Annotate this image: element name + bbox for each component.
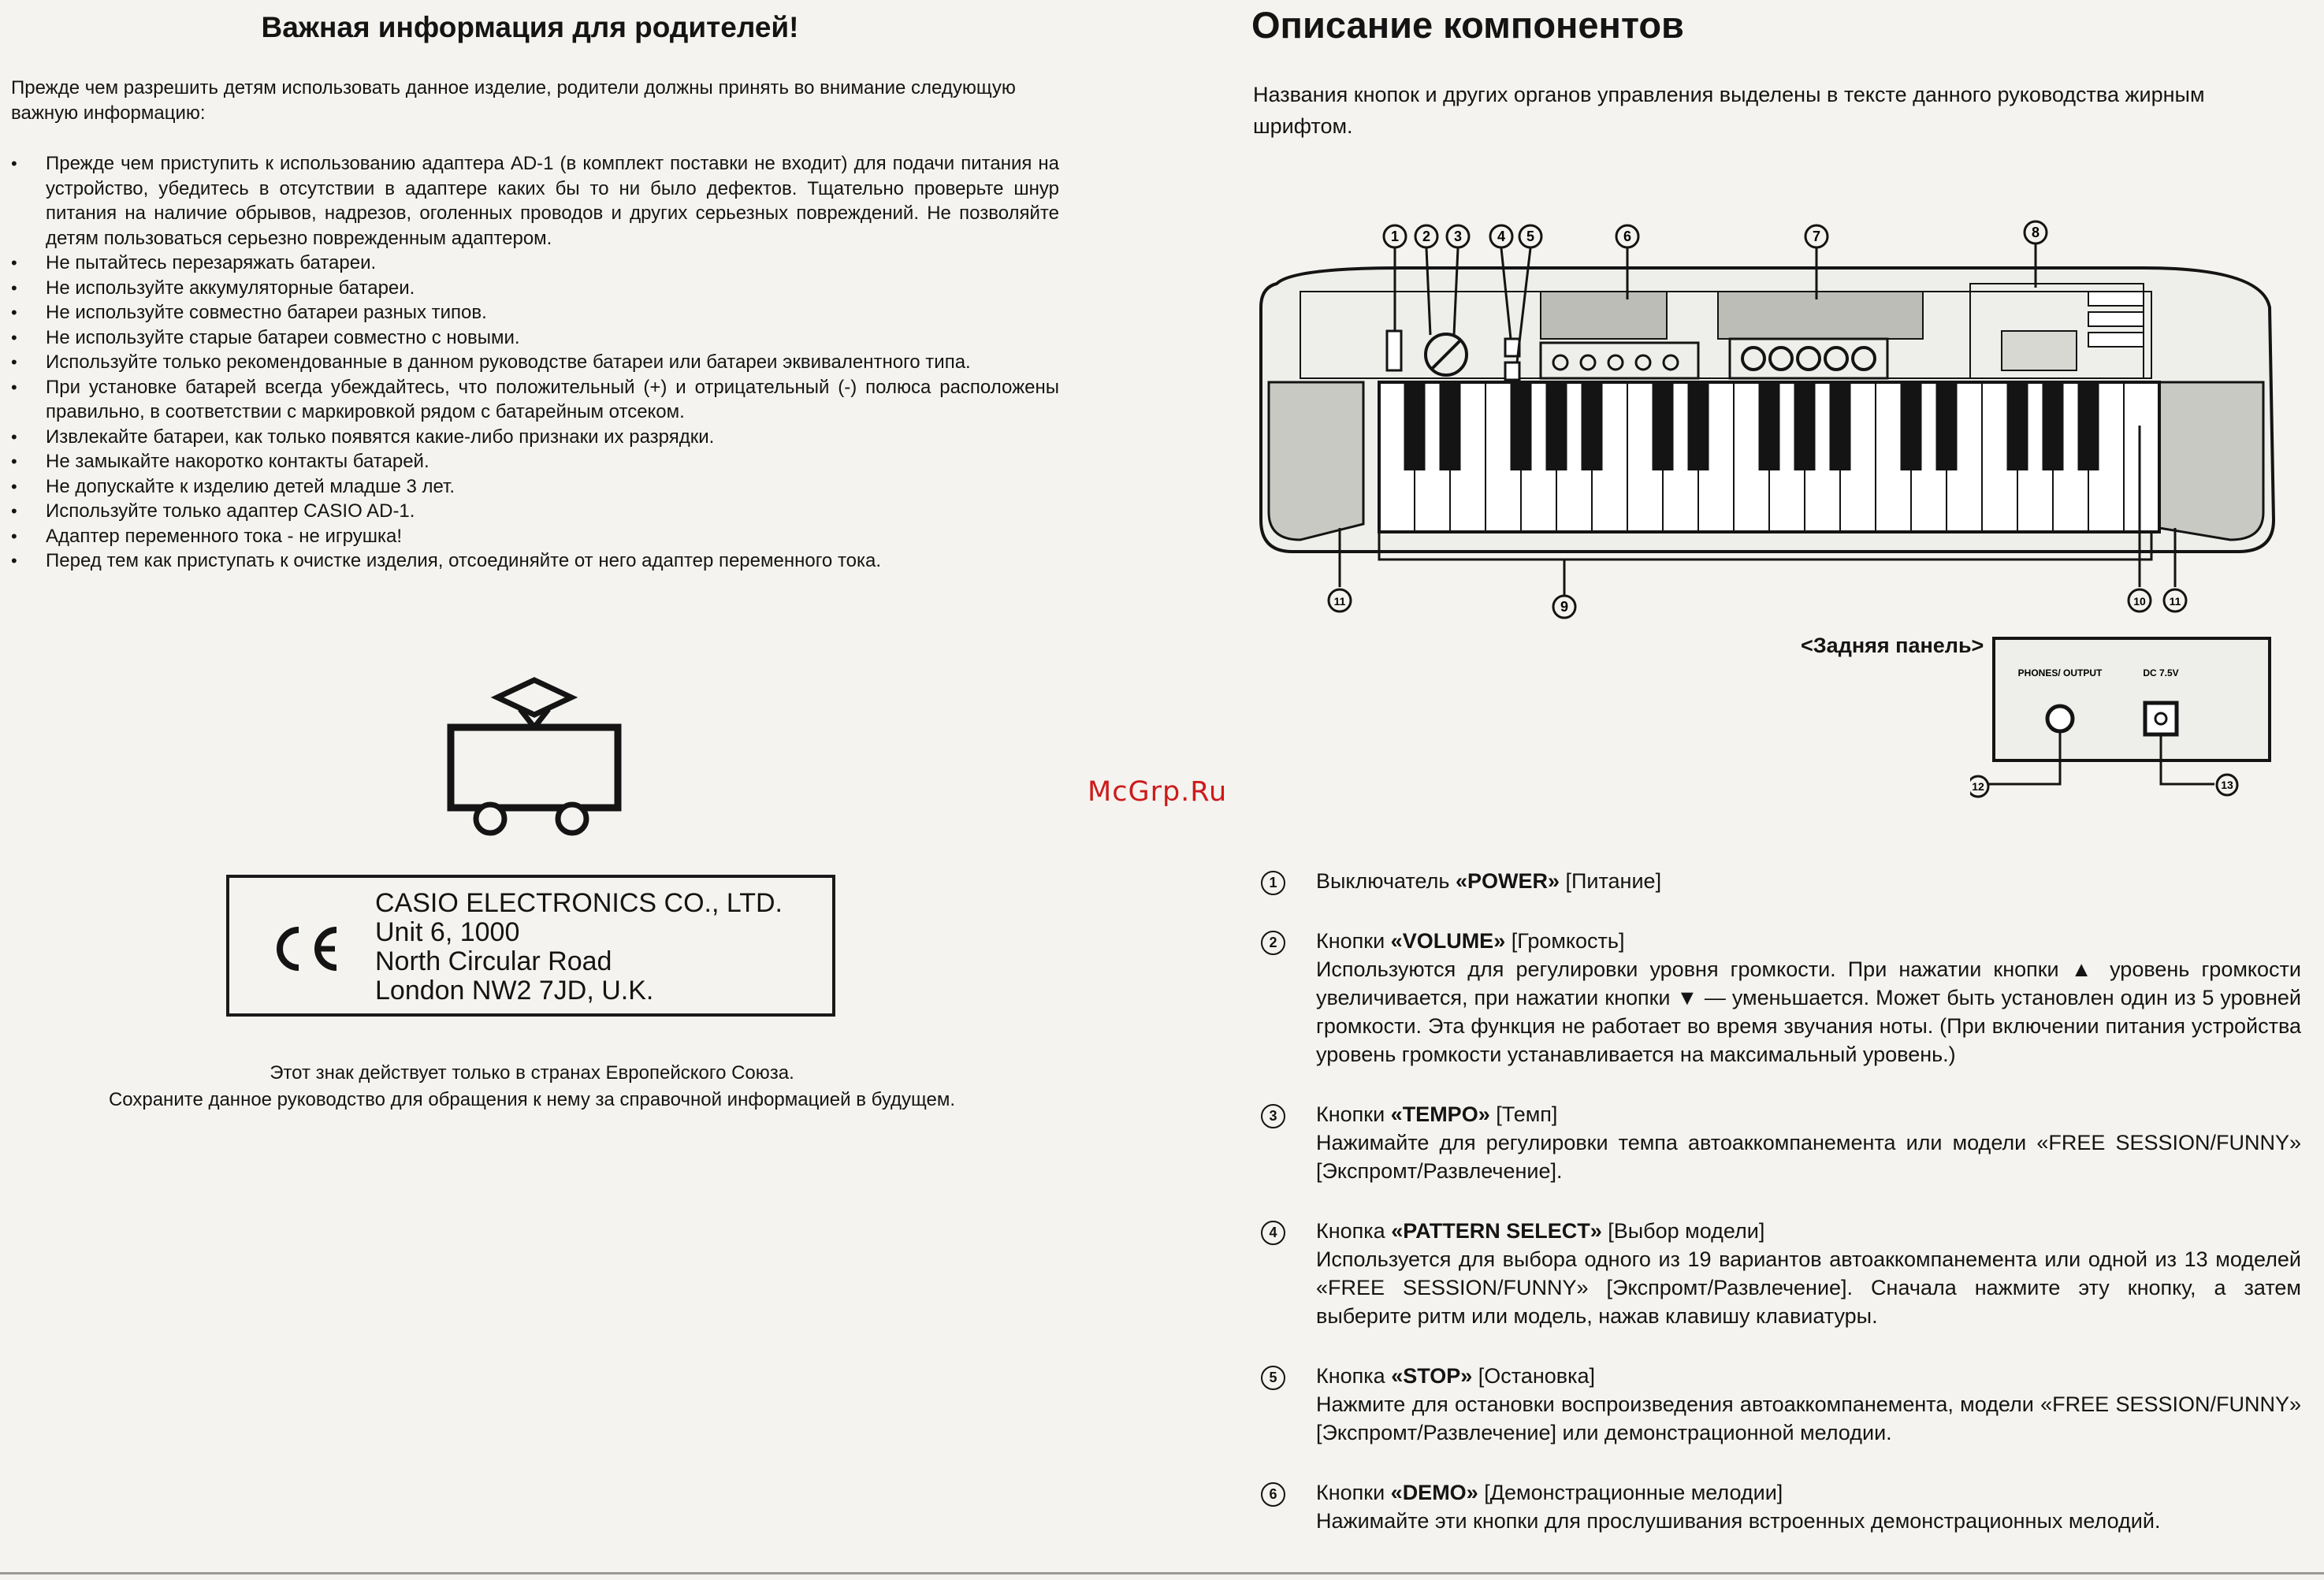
toy-cart-icon <box>441 674 627 839</box>
callout-label: 8 <box>2031 225 2040 240</box>
warning-list <box>11 151 1059 574</box>
intro-paragraph: Прежде чем разрешить детям использовать данное изделие, родители должны принять во внимание следующую важную информацию: <box>11 77 1016 124</box>
heading-prefix: Выключатель <box>1316 869 1456 893</box>
component-description: Используется для выбора одного из 19 вариантов автоаккомпанемента или одной из 13 моделей «FREE SESSION/FUNNY» [Экспромт/Развлечение]. Сначала нажмите эту кнопку, а затем выберите ритм или модель, нажав клавишу клавиатуры. <box>1316 1247 2301 1328</box>
black-key <box>1901 382 1922 470</box>
list-item <box>1261 1478 2301 1535</box>
black-key <box>1511 382 1532 470</box>
heading-suffix: [Темп] <box>1489 1102 1558 1126</box>
black-key <box>1936 382 1958 470</box>
list-item: • Перед тем как приступать к очистке изделия, отсоединяйте от него адаптер переменного тока. <box>11 548 1059 574</box>
list-item <box>1261 1362 2301 1447</box>
heading-suffix: [Выбор модели] <box>1601 1219 1765 1243</box>
footer-line: Этот знак действует только в странах Европейского Союза. <box>270 1062 794 1084</box>
rear-panel-label: <Задняя панель> <box>1801 634 1984 657</box>
callout-label: 10 <box>2133 595 2146 608</box>
list-item: • Не используйте аккумуляторные батареи. <box>11 276 1059 301</box>
component-description: Нажимайте эти кнопки для прослушивания встроенных демонстрационных мелодий. <box>1316 1509 2161 1533</box>
item-number: 2 <box>1261 931 1285 955</box>
heading-prefix: Кнопка <box>1316 1219 1392 1243</box>
list-item: • Используйте только рекомендованные в данном руководстве батареи или батареи эквивалентного типа. <box>11 350 1059 375</box>
component-list <box>1261 867 2301 1535</box>
heading-name: «TEMPO» <box>1390 1102 1490 1126</box>
footer-note <box>0 1060 1064 1113</box>
list-item <box>1261 927 2301 1069</box>
callout-label: 3 <box>1453 229 1463 244</box>
list-item: • Прежде чем приступить к использованию адаптера AD-1 (в комплект поставки не входит) для подачи питания на устройство, убедитесь в отсутствии в адаптере каких бы то ни было дефектов. Тщательно проверьте шнур питания на наличие обрывов, надрезов, оголенных проводов и других серьезных повреждений. Не позволяйте детям пользоваться серьезно поврежденным адаптером. <box>11 151 1059 251</box>
black-key <box>1440 382 1461 470</box>
heading-suffix: [Питание] <box>1559 869 1662 893</box>
right-page <box>1229 0 2324 1580</box>
callout-label: 7 <box>1812 229 1821 244</box>
component-description: Используются для регулировки уровня громкости. При нажатии кнопки ▲ уровень громкости увеличивается, при нажатии кнопки ▼ — уменьшается. Может быть установлен один из 5 уровней громкости. Эта функция не работает во время звучания ноты. (При включении питания устройства уровень громкости устанавливается на максимальный уровень.) <box>1316 957 2301 1066</box>
list-item: • При установке батарей всегда убеждайтесь, что положительный (+) и отрицательный (-) полюса расположены правильно, в соответствии с маркировкой рядом с батарейным отсеком. <box>11 375 1059 425</box>
dc-jack-icon <box>2145 703 2177 734</box>
page-title: Описание компонентов <box>1251 4 1684 46</box>
black-key <box>1404 382 1426 470</box>
black-key <box>1794 382 1816 470</box>
intro-paragraph: Названия кнопок и других органов управления выделены в тексте данного руководства жирным шрифтом. <box>1253 83 2205 138</box>
black-key <box>1688 382 1709 470</box>
item-number: 4 <box>1261 1221 1285 1245</box>
component-heading <box>1316 869 1661 893</box>
callout-label: 13 <box>2221 779 2233 791</box>
heading-name: «DEMO» <box>1390 1481 1478 1504</box>
rear-panel-diagram <box>1970 630 2285 808</box>
address-line: London NW2 7JD, U.K. <box>375 976 654 1006</box>
list-item: • Адаптер переменного тока - не игрушка! <box>11 524 1059 549</box>
heading-prefix: Кнопки <box>1316 929 1391 953</box>
footer-line: Сохраните данное руководство для обращения к нему за справочной информацией в будущем. <box>108 1089 956 1110</box>
phones-output-label: PHONES/ OUTPUT <box>2017 667 2103 678</box>
black-key <box>1653 382 1674 470</box>
component-heading <box>1316 1481 1783 1504</box>
ce-mark-icon <box>267 924 343 974</box>
heading-suffix: [Остановка] <box>1472 1364 1596 1388</box>
callout-label: 11 <box>2169 595 2181 608</box>
address-company: CASIO ELECTRONICS CO., LTD. <box>375 888 783 918</box>
component-heading <box>1316 1219 1764 1243</box>
watermark: McGrp.Ru <box>1088 776 1228 808</box>
list-item: • Не замыкайте накоротко контакты батарей. <box>11 449 1059 474</box>
dc-input-label: DC 7.5V <box>2143 667 2179 678</box>
list-item: • Не используйте совместно батареи разных типов. <box>11 300 1059 325</box>
heading-name: «STOP» <box>1391 1364 1473 1388</box>
list-item: • Не допускайте к изделию детей младше 3 лет. <box>11 474 1059 500</box>
phones-jack-icon <box>2047 706 2073 731</box>
callout-label: 5 <box>1526 229 1535 244</box>
page-bottom-edge <box>0 1572 2324 1574</box>
callout-label: 2 <box>1422 229 1431 244</box>
list-item <box>1261 1100 2301 1185</box>
heading-suffix: [Громкость] <box>1505 929 1625 953</box>
heading-name: «VOLUME» <box>1390 929 1506 953</box>
heading-name: «POWER» <box>1455 869 1560 893</box>
callout-label: 9 <box>1560 599 1569 615</box>
list-item <box>1261 867 2301 895</box>
heading-prefix: Кнопки <box>1316 1102 1391 1126</box>
black-key <box>1582 382 1603 470</box>
item-number: 1 <box>1261 871 1285 895</box>
callout-label: 11 <box>1333 595 1346 608</box>
callout-label: 6 <box>1623 229 1632 244</box>
list-item: • Извлекайте батареи, как только появятся какие-либо признаки их разрядки. <box>11 425 1059 450</box>
left-page <box>0 0 1095 1580</box>
heading-prefix: Кнопки <box>1316 1481 1391 1504</box>
list-item <box>1261 1217 2301 1330</box>
black-key <box>2043 382 2064 470</box>
heading-name: «PATTERN SELECT» <box>1391 1219 1602 1243</box>
item-number: 5 <box>1261 1366 1285 1390</box>
list-item: • Не пытайтесь перезаряжать батареи. <box>11 251 1059 276</box>
address-line: Unit 6, 1000 <box>375 917 520 947</box>
address-line: North Circular Road <box>375 946 612 976</box>
callout-label: 12 <box>1972 780 1984 793</box>
component-description: Нажимайте для регулировки темпа автоаккомпанемента или модели «FREE SESSION/FUNNY» [Экспромт/Развлечение]. <box>1316 1131 2301 1183</box>
heading-suffix: [Демонстрационные мелодии] <box>1478 1481 1783 1504</box>
black-key <box>2078 382 2099 470</box>
callout-label: 1 <box>1390 229 1400 244</box>
black-key <box>1759 382 1780 470</box>
list-item: • Не используйте старые батареи совместно с новыми. <box>11 325 1059 351</box>
callout-label: 4 <box>1497 229 1506 244</box>
item-number: 3 <box>1261 1104 1285 1128</box>
component-heading <box>1316 929 1625 953</box>
black-key <box>2007 382 2028 470</box>
address-text <box>375 889 783 1006</box>
keyboard-diagram <box>1245 213 2293 638</box>
page-title: Важная информация для родителей! <box>261 11 799 43</box>
component-heading <box>1316 1102 1557 1126</box>
list-item: • Используйте только адаптер CASIO AD-1. <box>11 499 1059 524</box>
component-heading <box>1316 1364 1595 1388</box>
heading-prefix: Кнопка <box>1316 1364 1392 1388</box>
black-key <box>1546 382 1567 470</box>
manufacturer-address-box <box>226 875 835 1017</box>
black-key <box>1830 382 1851 470</box>
component-description: Нажмите для остановки воспроизведения автоаккомпанемента, модели «FREE SESSION/FUNNY» [Экспромт/Развлечение] или демонстрационной мелодии. <box>1316 1392 2301 1444</box>
item-number: 6 <box>1261 1482 1285 1507</box>
